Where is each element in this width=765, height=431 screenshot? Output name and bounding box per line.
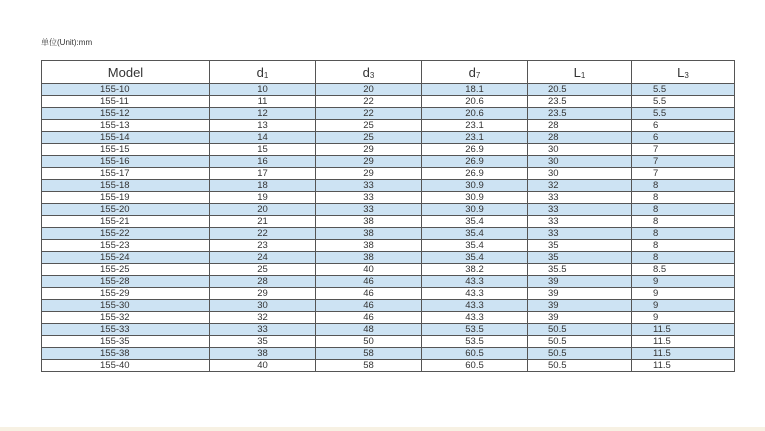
cell-l3: 8: [632, 192, 735, 204]
cell-l3: 9: [632, 288, 735, 300]
cell-d7: 30.9: [422, 180, 528, 192]
cell-model: 155-14: [42, 132, 210, 144]
cell-model: 155-33: [42, 324, 210, 336]
cell-l3: 9: [632, 312, 735, 324]
cell-l3: 8: [632, 240, 735, 252]
table-row: [42, 228, 735, 240]
header-row: [42, 61, 735, 84]
cell-model: 155-32: [42, 312, 210, 324]
table-row: [42, 192, 735, 204]
cell-l1: 33: [528, 216, 632, 228]
cell-d1: 17: [210, 168, 316, 180]
cell-d3: 58: [316, 360, 422, 372]
cell-d7: 18.1: [422, 84, 528, 96]
cell-d1: 14: [210, 132, 316, 144]
cell-l3: 8: [632, 204, 735, 216]
cell-l1: 35: [528, 240, 632, 252]
cell-d3: 29: [316, 156, 422, 168]
cell-d7: 53.5: [422, 336, 528, 348]
cell-d3: 38: [316, 252, 422, 264]
cell-d7: 60.5: [422, 360, 528, 372]
table-row: [42, 180, 735, 192]
cell-model: 155-13: [42, 120, 210, 132]
cell-d3: 29: [316, 168, 422, 180]
cell-d3: 20: [316, 84, 422, 96]
cell-d1: 25: [210, 264, 316, 276]
cell-d1: 24: [210, 252, 316, 264]
cell-model: 155-18: [42, 180, 210, 192]
cell-d3: 38: [316, 216, 422, 228]
cell-model: 155-20: [42, 204, 210, 216]
cell-l1: 33: [528, 204, 632, 216]
cell-l1: 30: [528, 144, 632, 156]
cell-d1: 20: [210, 204, 316, 216]
cell-model: 155-30: [42, 300, 210, 312]
cell-d7: 26.9: [422, 144, 528, 156]
cell-l3: 7: [632, 156, 735, 168]
cell-model: 155-15: [42, 144, 210, 156]
table-row: [42, 96, 735, 108]
header-subscript: 1: [263, 70, 269, 80]
cell-d7: 20.6: [422, 96, 528, 108]
cell-l1: 20.5: [528, 84, 632, 96]
header-main-text: d: [362, 64, 370, 80]
cell-d3: 46: [316, 300, 422, 312]
cell-d7: 43.3: [422, 300, 528, 312]
cell-d3: 38: [316, 228, 422, 240]
cell-l3: 7: [632, 168, 735, 180]
header-subscript: 7: [475, 70, 481, 80]
cell-d7: 23.1: [422, 132, 528, 144]
cell-l1: 28: [528, 132, 632, 144]
cell-model: 155-22: [42, 228, 210, 240]
cell-d7: 26.9: [422, 156, 528, 168]
table-row: [42, 300, 735, 312]
cell-model: 155-38: [42, 348, 210, 360]
table-header: [42, 61, 735, 84]
cell-d1: 13: [210, 120, 316, 132]
table-row: [42, 336, 735, 348]
table-row: [42, 360, 735, 372]
cell-d7: 26.9: [422, 168, 528, 180]
cell-model: 155-28: [42, 276, 210, 288]
cell-d7: 43.3: [422, 276, 528, 288]
cell-d1: 35: [210, 336, 316, 348]
cell-l1: 30: [528, 168, 632, 180]
cell-d1: 10: [210, 84, 316, 96]
cell-l3: 7: [632, 144, 735, 156]
header-d1: [210, 61, 316, 84]
cell-d1: 33: [210, 324, 316, 336]
cell-d7: 35.4: [422, 252, 528, 264]
cell-l3: 5.5: [632, 84, 735, 96]
cell-l3: 8: [632, 180, 735, 192]
cell-d3: 22: [316, 108, 422, 120]
cell-l3: 5.5: [632, 96, 735, 108]
cell-d1: 38: [210, 348, 316, 360]
cell-l3: 11.5: [632, 348, 735, 360]
table-row: [42, 168, 735, 180]
cell-l3: 8: [632, 216, 735, 228]
cell-l3: 8: [632, 228, 735, 240]
cell-model: 155-35: [42, 336, 210, 348]
cell-l1: 50.5: [528, 348, 632, 360]
spec-table: [41, 60, 735, 372]
table-row: [42, 264, 735, 276]
cell-d7: 30.9: [422, 192, 528, 204]
cell-l1: 33: [528, 192, 632, 204]
cell-d3: 33: [316, 192, 422, 204]
cell-l1: 50.5: [528, 324, 632, 336]
cell-model: 155-25: [42, 264, 210, 276]
cell-d1: 21: [210, 216, 316, 228]
cell-d3: 33: [316, 204, 422, 216]
cell-l1: 50.5: [528, 336, 632, 348]
cell-l1: 39: [528, 288, 632, 300]
table-row: [42, 204, 735, 216]
header-l1: [528, 61, 632, 84]
cell-d7: 30.9: [422, 204, 528, 216]
cell-l1: 32: [528, 180, 632, 192]
cell-model: 155-21: [42, 216, 210, 228]
cell-model: 155-40: [42, 360, 210, 372]
cell-l3: 5.5: [632, 108, 735, 120]
cell-d7: 53.5: [422, 324, 528, 336]
cell-d3: 33: [316, 180, 422, 192]
table-row: [42, 324, 735, 336]
cell-d3: 50: [316, 336, 422, 348]
unit-label: 单位(Unit):mm: [41, 38, 93, 47]
table-row: [42, 252, 735, 264]
header-main-text: d: [256, 64, 264, 80]
header-main-text: L: [573, 64, 581, 80]
cell-d1: 19: [210, 192, 316, 204]
cell-l1: 23.5: [528, 96, 632, 108]
cell-d7: 60.5: [422, 348, 528, 360]
cell-l1: 50.5: [528, 360, 632, 372]
cell-d1: 40: [210, 360, 316, 372]
header-model: [42, 61, 210, 84]
cell-l1: 23.5: [528, 108, 632, 120]
cell-l3: 8: [632, 252, 735, 264]
cell-l1: 39: [528, 312, 632, 324]
header-main-text: L: [677, 64, 685, 80]
cell-d7: 43.3: [422, 312, 528, 324]
cell-l1: 35: [528, 252, 632, 264]
header-subscript: 1: [580, 70, 586, 80]
header-main-text: Model: [107, 64, 144, 80]
cell-l1: 33: [528, 228, 632, 240]
table-body: [42, 84, 735, 372]
table-row: [42, 144, 735, 156]
table-row: [42, 312, 735, 324]
header-d3: [316, 61, 422, 84]
cell-l3: 11.5: [632, 336, 735, 348]
cell-d3: 46: [316, 312, 422, 324]
header-d7: [422, 61, 528, 84]
cell-model: 155-17: [42, 168, 210, 180]
table-row: [42, 132, 735, 144]
table-row: [42, 84, 735, 96]
cell-d3: 29: [316, 144, 422, 156]
cell-model: 155-29: [42, 288, 210, 300]
cell-d3: 46: [316, 276, 422, 288]
cell-d1: 18: [210, 180, 316, 192]
cell-d7: 20.6: [422, 108, 528, 120]
cell-model: 155-11: [42, 96, 210, 108]
cell-d7: 38.2: [422, 264, 528, 276]
cell-d3: 38: [316, 240, 422, 252]
cell-model: 155-10: [42, 84, 210, 96]
cell-d3: 25: [316, 120, 422, 132]
cell-l3: 8.5: [632, 264, 735, 276]
cell-d1: 23: [210, 240, 316, 252]
cell-d7: 23.1: [422, 120, 528, 132]
cell-d3: 40: [316, 264, 422, 276]
cell-l1: 35.5: [528, 264, 632, 276]
bottom-strip: [0, 427, 765, 431]
cell-d1: 15: [210, 144, 316, 156]
header-main-text: d: [468, 64, 476, 80]
cell-d1: 12: [210, 108, 316, 120]
cell-l1: 30: [528, 156, 632, 168]
cell-model: 155-16: [42, 156, 210, 168]
cell-d3: 25: [316, 132, 422, 144]
cell-d7: 35.4: [422, 228, 528, 240]
header-subscript: 3: [684, 70, 689, 80]
cell-d1: 22: [210, 228, 316, 240]
table-row: [42, 348, 735, 360]
cell-d1: 28: [210, 276, 316, 288]
cell-d3: 58: [316, 348, 422, 360]
cell-l3: 11.5: [632, 360, 735, 372]
cell-d3: 48: [316, 324, 422, 336]
cell-d1: 29: [210, 288, 316, 300]
cell-l3: 6: [632, 120, 735, 132]
cell-d3: 22: [316, 96, 422, 108]
table-row: [42, 108, 735, 120]
cell-l1: 39: [528, 276, 632, 288]
cell-model: 155-24: [42, 252, 210, 264]
cell-l3: 6: [632, 132, 735, 144]
cell-d7: 43.3: [422, 288, 528, 300]
cell-l3: 11.5: [632, 324, 735, 336]
cell-model: 155-19: [42, 192, 210, 204]
cell-l1: 39: [528, 300, 632, 312]
cell-l1: 28: [528, 120, 632, 132]
table-row: [42, 216, 735, 228]
header-l3: [632, 61, 735, 84]
cell-d7: 35.4: [422, 216, 528, 228]
cell-d1: 32: [210, 312, 316, 324]
cell-d7: 35.4: [422, 240, 528, 252]
cell-model: 155-12: [42, 108, 210, 120]
cell-d1: 30: [210, 300, 316, 312]
table-row: [42, 240, 735, 252]
table-row: [42, 276, 735, 288]
cell-l3: 9: [632, 300, 735, 312]
cell-l3: 9: [632, 276, 735, 288]
table-row: [42, 288, 735, 300]
table-row: [42, 120, 735, 132]
header-subscript: 3: [369, 70, 375, 80]
cell-d1: 16: [210, 156, 316, 168]
cell-d1: 11: [210, 96, 316, 108]
table-row: [42, 156, 735, 168]
cell-d3: 46: [316, 288, 422, 300]
cell-model: 155-23: [42, 240, 210, 252]
